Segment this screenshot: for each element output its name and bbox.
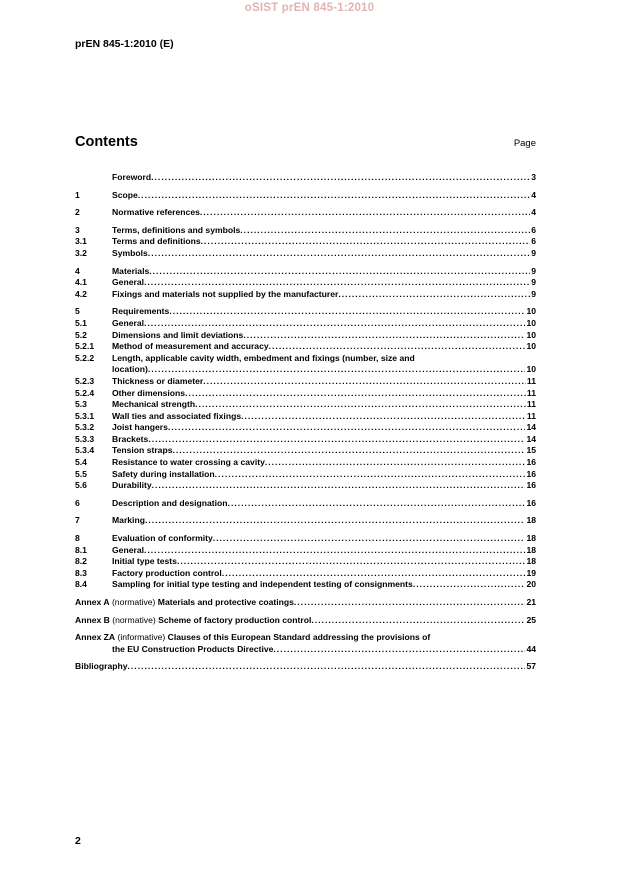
- toc-entry[interactable]: [75, 545, 536, 557]
- toc-leader-dots: [145, 515, 525, 527]
- toc-leader-dots: [148, 248, 530, 260]
- toc-entry-title: Thickness or diameter: [112, 375, 204, 386]
- toc-entry-title: Initial type tests: [112, 556, 177, 567]
- toc-entry-title-wrap: [112, 266, 530, 278]
- toc-entry-page: 11: [526, 399, 536, 410]
- toc-entry-number: 5.3: [75, 399, 87, 410]
- toc-entry-title-wrap: [112, 568, 525, 580]
- annex-label-group: [75, 615, 158, 627]
- toc-entry-title-wrap: [112, 364, 525, 376]
- toc-entry-page: 6: [531, 224, 536, 235]
- toc-leader-dots: [151, 172, 530, 184]
- contents-title: Contents: [75, 134, 138, 150]
- toc-leader-dots: [169, 306, 525, 318]
- toc-entry-page: 14: [526, 422, 536, 433]
- toc-entry-number: 5.3.4: [75, 445, 95, 456]
- annex-status: (normative): [112, 614, 156, 625]
- toc-entry-page: 20: [526, 579, 536, 590]
- annex-page: 44: [526, 643, 536, 654]
- bibliography-entry[interactable]: [75, 661, 536, 673]
- toc-leader-dots: [148, 364, 526, 376]
- toc-leader-dots: [273, 644, 525, 656]
- annex-title-wrap: [158, 615, 525, 627]
- toc-entry-page: 18: [526, 544, 536, 555]
- toc-entry-page: 4: [531, 189, 536, 200]
- toc-entry-page: 14: [526, 433, 536, 444]
- toc-leader-dots: [144, 318, 525, 330]
- toc-entry-page: 9: [531, 247, 536, 258]
- toc-entry-title-wrap: [112, 533, 525, 545]
- table-of-contents: [75, 172, 536, 673]
- toc-entry-title: General: [112, 277, 145, 288]
- toc-entry-title-wrap: [112, 236, 530, 248]
- bibliography-title-wrap: [75, 661, 525, 673]
- toc-entry-title: Tension straps: [112, 445, 173, 456]
- toc-entry-title-wrap: [112, 457, 525, 469]
- toc-entry[interactable]: [75, 388, 536, 400]
- toc-entry-number: 5.2.4: [75, 387, 95, 398]
- toc-leader-dots: [243, 330, 525, 342]
- toc-leader-dots: [195, 399, 526, 411]
- toc-entry-title: Foreword: [112, 172, 152, 182]
- toc-entry-title: Joist hangers: [112, 422, 168, 433]
- toc-entry[interactable]: [75, 172, 536, 184]
- annex-title: Materials and protective coatings: [157, 597, 294, 607]
- toc-entry-number: 3.1: [75, 236, 87, 247]
- toc-entry-title: Factory production control: [112, 567, 222, 578]
- annex-entry[interactable]: [75, 632, 536, 644]
- toc-entry-number: 5.2.1: [75, 341, 95, 352]
- toc-leader-dots: [128, 661, 526, 673]
- toc-leader-dots: [413, 579, 526, 591]
- toc-entry-title-wrap: [112, 306, 525, 318]
- annex-label-group: [75, 597, 158, 609]
- toc-entry[interactable]: [75, 341, 536, 353]
- annex-title: Scheme of factory production control: [158, 614, 312, 625]
- toc-entry-title-wrap: [112, 545, 525, 557]
- toc-leader-dots: [213, 533, 526, 545]
- toc-entry[interactable]: [75, 277, 536, 289]
- toc-entry-number: 8.4: [75, 579, 87, 590]
- toc-entry-title-wrap: [112, 289, 530, 301]
- page-number: 2: [75, 835, 81, 847]
- toc-entry-title: Materials: [112, 265, 150, 276]
- toc-entry-page: 15: [526, 445, 536, 456]
- toc-entry-page: 9: [531, 265, 536, 276]
- toc-entry[interactable]: [75, 399, 536, 411]
- toc-entry-title: Symbols: [112, 247, 148, 258]
- toc-entry-number: 7: [75, 515, 80, 526]
- toc-leader-dots: [294, 597, 526, 609]
- toc-leader-dots: [228, 498, 526, 510]
- toc-entry-title: General: [112, 317, 145, 328]
- toc-entry[interactable]: [75, 533, 536, 545]
- toc-entry-title-wrap: [112, 207, 530, 219]
- toc-entry-title-wrap: [112, 190, 530, 202]
- toc-entry-page: 11: [526, 375, 536, 386]
- toc-entry-number: 4: [75, 265, 80, 276]
- toc-entry[interactable]: [75, 579, 536, 591]
- toc-entry[interactable]: [75, 207, 536, 219]
- toc-entry-title: Mechanical strength: [112, 399, 196, 410]
- toc-entry[interactable]: [75, 306, 536, 318]
- toc-entry-title-wrap: [112, 172, 530, 184]
- toc-entry-title: Safety during installation: [112, 468, 215, 479]
- toc-entry-title-wrap: [112, 498, 525, 510]
- toc-entry-number: 2: [75, 207, 80, 218]
- annex-page: 25: [526, 614, 536, 625]
- toc-entry-continuation[interactable]: [75, 364, 536, 376]
- toc-entry-number: 5.1: [75, 317, 87, 328]
- toc-leader-dots: [215, 469, 526, 481]
- toc-leader-dots: [144, 277, 530, 289]
- toc-entry-page: 10: [526, 364, 536, 375]
- toc-entry-title: Sampling for initial type testing and independent testing of consignments: [112, 579, 413, 590]
- toc-entry-number: 3: [75, 224, 80, 235]
- toc-entry-page: 18: [526, 556, 536, 567]
- toc-entry-number: 5.2.3: [75, 375, 95, 386]
- toc-entry-title-wrap: [112, 411, 526, 423]
- toc-entry-title: Durability: [112, 480, 152, 491]
- toc-leader-dots: [152, 480, 526, 492]
- toc-entry-title-wrap: [112, 318, 525, 330]
- annex-label: Annex B: [75, 614, 110, 625]
- toc-entry-page: 19: [526, 567, 536, 578]
- toc-entry[interactable]: [75, 248, 536, 260]
- toc-leader-dots: [269, 341, 526, 353]
- toc-entry-page: 16: [526, 480, 536, 491]
- toc-entry-number: 4.1: [75, 277, 87, 288]
- toc-entry-page: 10: [526, 329, 536, 340]
- toc-leader-dots: [185, 388, 526, 400]
- toc-entry-page: 9: [531, 277, 536, 288]
- toc-leader-dots: [173, 445, 526, 457]
- toc-leader-dots: [177, 556, 525, 568]
- toc-leader-dots: [241, 411, 526, 423]
- toc-entry-page: 11: [526, 410, 536, 421]
- toc-entry-number: 1: [75, 189, 80, 200]
- toc-leader-dots: [338, 289, 530, 301]
- toc-entry-title: Fixings and materials not supplied by the manufacturer: [112, 288, 339, 299]
- toc-entry-title-wrap: [112, 376, 526, 388]
- toc-entry[interactable]: [75, 457, 536, 469]
- toc-entry-title-continued: location): [112, 364, 148, 375]
- toc-entry-title: Method of measurement and accuracy: [112, 341, 269, 352]
- toc-entry[interactable]: [75, 480, 536, 492]
- toc-entry-title: Length, applicable cavity width, embedment and fixings (number, size and: [112, 352, 415, 363]
- toc-entry[interactable]: [75, 266, 536, 278]
- toc-entry-number: 5.3.1: [75, 410, 95, 421]
- toc-entry[interactable]: [75, 289, 536, 301]
- toc-leader-dots: [148, 434, 525, 446]
- toc-entry-number: 5.6: [75, 480, 87, 491]
- toc-entry[interactable]: [75, 568, 536, 580]
- toc-entry[interactable]: [75, 515, 536, 527]
- toc-entry[interactable]: [75, 190, 536, 202]
- toc-entry-number: 5.2: [75, 329, 87, 340]
- toc-entry-number: 5.2.2: [75, 352, 95, 363]
- annex-title-wrap: [158, 597, 526, 609]
- toc-leader-dots: [138, 190, 530, 202]
- annex-title-continued: the EU Construction Products Directive: [112, 643, 274, 654]
- toc-entry-page: 11: [526, 387, 536, 398]
- bibliography-page: 57: [526, 661, 536, 672]
- toc-entry-title: Wall ties and associated fixings: [112, 410, 242, 421]
- toc-entry[interactable]: [75, 556, 536, 568]
- toc-entry-number: 8.1: [75, 544, 87, 555]
- toc-entry-page: 10: [526, 341, 536, 352]
- toc-entry-title: Terms and definitions: [112, 236, 201, 247]
- toc-entry-title-wrap: [112, 422, 525, 434]
- toc-entry-title-wrap: [112, 469, 525, 481]
- toc-entry-title-wrap: [112, 330, 525, 342]
- toc-entry[interactable]: [75, 422, 536, 434]
- annex-label: Annex A: [75, 597, 110, 607]
- toc-entry-number: 4.2: [75, 288, 87, 299]
- toc-entry-title-wrap: [112, 556, 525, 568]
- toc-entry-title-wrap: [112, 225, 530, 237]
- toc-leader-dots: [200, 207, 530, 219]
- toc-entry-number: 6: [75, 497, 80, 508]
- toc-entry-number: 5.3.2: [75, 422, 95, 433]
- annex-label-group: [75, 632, 168, 644]
- annex-entry-continuation[interactable]: [75, 644, 536, 656]
- toc-leader-dots: [203, 376, 526, 388]
- toc-entry[interactable]: [75, 330, 536, 342]
- toc-entry-page: 16: [526, 468, 536, 479]
- toc-entry-number: 8.3: [75, 567, 87, 578]
- toc-entry-title-wrap: [112, 277, 530, 289]
- toc-entry-page: 16: [526, 497, 536, 508]
- toc-entry[interactable]: [75, 353, 536, 365]
- toc-entry-page: 18: [526, 533, 536, 544]
- toc-entry-title: Marking: [112, 515, 145, 526]
- toc-entry-page: 6: [531, 236, 536, 247]
- document-id: prEN 845-1:2010 (E): [75, 38, 174, 50]
- toc-entry-number: 8.2: [75, 556, 87, 567]
- annex-status: (informative): [117, 632, 166, 643]
- toc-entry-page: 10: [526, 317, 536, 328]
- toc-entry-title-wrap: [112, 341, 525, 353]
- toc-entry[interactable]: [75, 469, 536, 481]
- toc-entry-title-wrap: [112, 579, 525, 591]
- toc-entry-title: Scope: [112, 189, 138, 200]
- toc-entry-title: Description and designation: [112, 497, 228, 508]
- toc-entry-title-wrap: [112, 248, 530, 260]
- toc-entry-title: Dimensions and limit deviations: [112, 329, 244, 340]
- toc-entry-number: 5: [75, 306, 80, 317]
- toc-entry[interactable]: [75, 225, 536, 237]
- toc-leader-dots: [265, 457, 526, 469]
- toc-entry-title: Normative references: [112, 207, 200, 218]
- watermark: oSIST prEN 845-1:2010: [244, 2, 375, 14]
- toc-entry-page: 9: [531, 288, 536, 299]
- annex-title: Clauses of this European Standard addressing the provisions of: [167, 632, 431, 643]
- toc-leader-dots: [144, 545, 525, 557]
- annex-label: Annex ZA: [75, 632, 116, 643]
- toc-entry-title: Brackets: [112, 433, 149, 444]
- page-column-label: Page: [513, 138, 536, 149]
- toc-leader-dots: [240, 225, 530, 237]
- toc-entry-number: 5.3.3: [75, 433, 95, 444]
- toc-leader-dots: [168, 422, 526, 434]
- toc-entry-number: 5.5: [75, 468, 87, 479]
- toc-entry-title: Other dimensions: [112, 387, 186, 398]
- toc-entry-title: Evaluation of conformity: [112, 533, 213, 544]
- annex-entry[interactable]: [75, 615, 536, 627]
- toc-entry-number: 3.2: [75, 247, 87, 258]
- toc-leader-dots: [222, 568, 526, 580]
- annex-title-wrap: [112, 644, 525, 656]
- toc-leader-dots: [311, 615, 525, 627]
- toc-entry-title: Resistance to water crossing a cavity: [112, 457, 265, 468]
- toc-entry-page: 4: [531, 207, 536, 218]
- toc-entry-page: 18: [526, 515, 536, 526]
- toc-leader-dots: [149, 266, 530, 278]
- bibliography-title: Bibliography: [75, 661, 128, 672]
- toc-entry[interactable]: [75, 445, 536, 457]
- toc-entry-title: Terms, definitions and symbols: [112, 224, 241, 235]
- toc-entry-page: 3: [531, 172, 536, 182]
- toc-entry[interactable]: [75, 498, 536, 510]
- toc-entry-title: Requirements: [112, 306, 170, 317]
- toc-entry[interactable]: [75, 434, 536, 446]
- toc-entry-number: 8: [75, 533, 80, 544]
- toc-entry-title-wrap: [112, 515, 525, 527]
- toc-entry-page: 10: [526, 306, 536, 317]
- annex-status: (normative): [111, 597, 156, 607]
- toc-entry-title-wrap: [112, 399, 526, 411]
- annex-page: 21: [526, 597, 536, 607]
- toc-entry[interactable]: [75, 411, 536, 423]
- toc-leader-dots: [201, 236, 531, 248]
- toc-entry-title-wrap: [112, 434, 525, 446]
- toc-entry[interactable]: [75, 376, 536, 388]
- toc-entry-title-wrap: [112, 388, 526, 400]
- toc-entry-page: 16: [526, 457, 536, 468]
- toc-entry[interactable]: [75, 318, 536, 330]
- toc-entry-title: General: [112, 544, 145, 555]
- toc-entry[interactable]: [75, 236, 536, 248]
- toc-entry-title-wrap: [112, 445, 525, 457]
- toc-entry-number: 5.4: [75, 457, 87, 468]
- annex-entry[interactable]: [75, 597, 536, 609]
- toc-entry-title-wrap: [112, 480, 525, 492]
